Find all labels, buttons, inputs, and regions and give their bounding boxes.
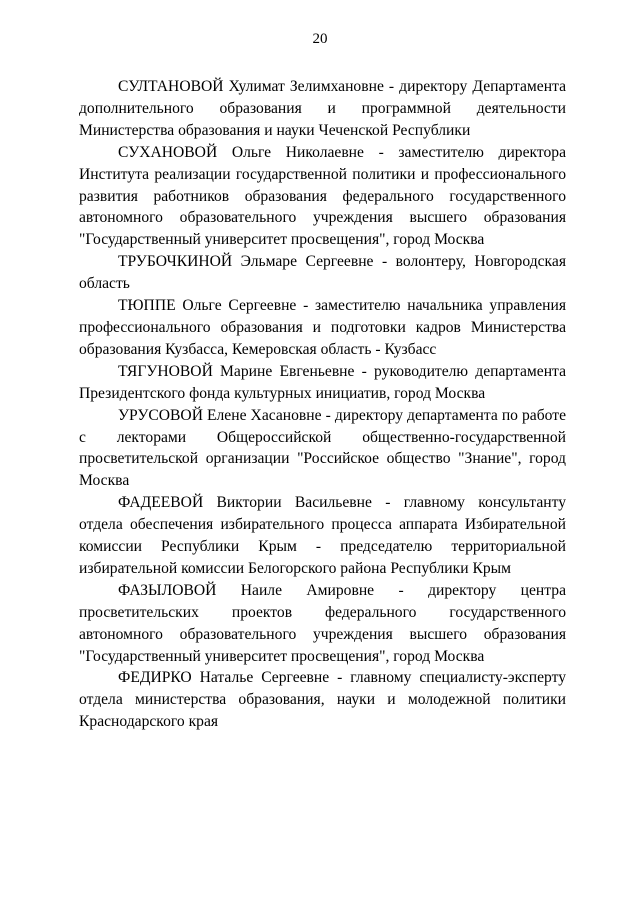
- list-entry: ТЮППЕ Ольге Сергеевне - заместителю начальника управления профессионального образования и подготовки кадров Министерства образования Кузбасса, Кемеровская область - Кузбасс: [79, 297, 566, 358]
- list-entry: ФЕДИРКО Наталье Сергеевне - главному специалисту-эксперту отдела министерства образования, науки и молодежной политики Краснодарского края: [79, 669, 566, 731]
- list-entry: УРУСОВОЙ Елене Хасановне - директору департамента по работе с лекторами Общероссийской общественно-государственной просветительской организации "Российское общество "Знание", город Москва: [79, 406, 566, 490]
- list-entry: ТРУБОЧКИНОЙ Эльмаре Сергеевне - волонтеру, Новгородская область: [79, 253, 566, 293]
- list-entry: ФАЗЫЛОВОЙ Наиле Амировне - директору центра просветительских проектов федерального государственного автономного образовательного учреждения высшего образования "Государственный университет просвещения", город Москва: [79, 581, 566, 665]
- list-entry: СУЛТАНОВОЙ Хулимат Зелимхановне - директору Департамента дополнительного образования и программной деятельности Министерства образования и науки Чеченской Республики: [79, 78, 566, 139]
- award-list: [79, 76, 566, 733]
- list-entry: СУХАНОВОЙ Ольге Николаевне - заместителю директора Института реализации государственной политики и профессионального развития работников образования федерального государственного автономного образовательного учреждения высшего образования "Государственный университет просвещения", город Москва: [79, 143, 566, 249]
- page-number: 20: [312, 31, 328, 47]
- list-entry: ТЯГУНОВОЙ Марине Евгеньевне - руководителю департамента Президентского фонда культурных инициатив, город Москва: [79, 362, 566, 402]
- list-entry: ФАДЕЕВОЙ Виктории Васильевне - главному консультанту отдела обеспечения избирательного процесса аппарата Избирательной комиссии Республики Крым - председателю территориальной избирательной комиссии Белогорского района Республики Крым: [79, 494, 566, 577]
